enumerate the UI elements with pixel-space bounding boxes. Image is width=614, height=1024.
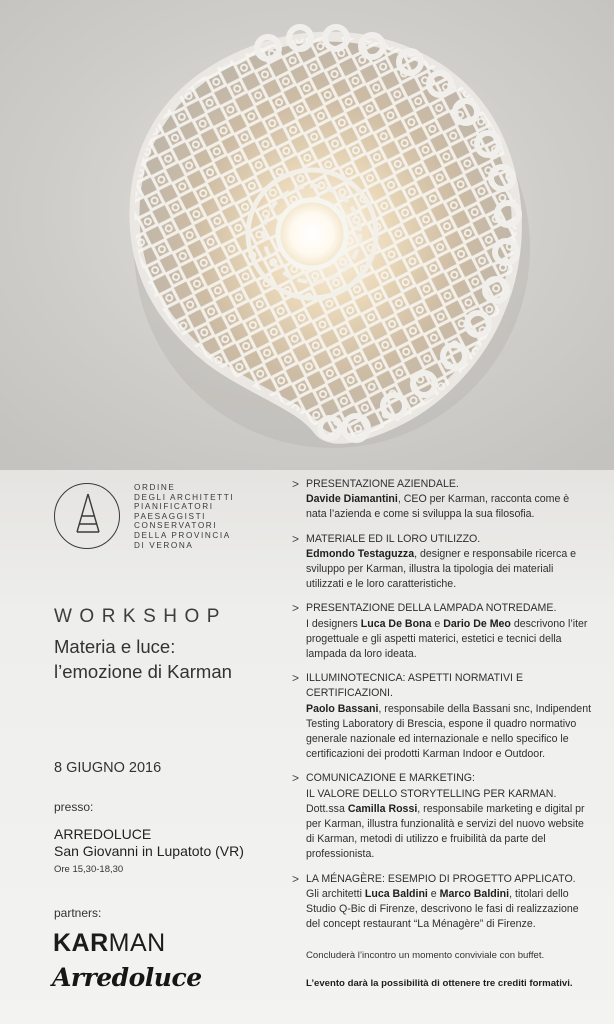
agenda-description xyxy=(306,492,592,522)
lamp-photo xyxy=(0,0,614,470)
agenda-item xyxy=(292,601,592,662)
chevron-right-icon: > xyxy=(292,771,300,786)
credits-note: L’evento darà la possibilità di ottenere tre crediti formativi. xyxy=(306,978,573,989)
agenda-description xyxy=(306,547,592,593)
agenda-prefix: I designers xyxy=(306,617,361,630)
agenda-item xyxy=(292,477,592,523)
agenda-heading: ILLUMINOTECNICA: ASPETTI NORMATIVI E CERTIFICAZIONI. xyxy=(306,672,524,700)
agenda-item xyxy=(292,532,592,593)
speaker-name-2: Marco Baldini xyxy=(439,887,510,900)
agenda-description xyxy=(306,702,592,763)
agenda-heading: PRESENTAZIONE DELLA LAMPADA NOTREDAME. xyxy=(306,602,557,615)
event-title xyxy=(54,634,274,684)
speaker-name: Paolo Bassani xyxy=(306,702,379,715)
chevron-right-icon: > xyxy=(292,601,300,616)
event-kind: WORKSHOP xyxy=(54,606,227,627)
agenda-text: , designer e responsabile ricerca e sviluppo per Karman, illustra la tipologia dei materiali utilizzati e le loro caratteristiche. xyxy=(306,547,577,591)
chevron-right-icon: > xyxy=(292,671,300,686)
karman-logo-rest: MAN xyxy=(108,929,166,957)
agenda-subheading: IL VALORE DELLO STORYTELLING PER KARMAN. xyxy=(306,787,557,800)
chevron-right-icon: > xyxy=(292,477,300,491)
speaker-name: Luca De Bona xyxy=(360,617,432,630)
venue xyxy=(54,826,244,860)
chevron-right-icon: > xyxy=(292,531,300,546)
agenda-heading: MATERIALE ED IL LORO UTILIZZO. xyxy=(306,532,481,545)
agenda-conjunction: e xyxy=(431,617,444,630)
org-line: ORDINE xyxy=(134,483,176,492)
speaker-name: Edmondo Testaguzza xyxy=(306,547,415,560)
agenda-description xyxy=(306,802,592,863)
karman-logo-bold: KAR xyxy=(53,929,109,957)
presso-label: presso: xyxy=(54,800,94,814)
event-date: 8 GIUGNO 2016 xyxy=(54,760,162,776)
venue-name: ARREDOLUCE xyxy=(54,826,152,842)
agenda-conjunction: e xyxy=(427,887,440,900)
agenda-description xyxy=(306,617,592,663)
agenda-list xyxy=(292,477,592,941)
title-line-2: l’emozione di Karman xyxy=(54,661,232,682)
org-line: CONSERVATORI xyxy=(134,521,218,531)
speaker-name: Davide Diamantini xyxy=(306,493,398,506)
agenda-text: , titolari dello Studio Q-Bic di Firenze, descrivono le fasi di realizzazione del concept restaurant “La Ménagère” di Firenze. xyxy=(306,887,579,931)
agenda-text: , responsabile della Bassani snc, Indipendent Testing Laboratory di Brescia, espone il quadro normativo generale nazionale ed internazionale e nello specifico le certificazioni dei prodotti Karman Indoor e Outdoor. xyxy=(306,702,592,761)
title-line-1: Materia e luce: xyxy=(54,636,176,657)
speaker-name: Camilla Rossi xyxy=(347,802,418,815)
agenda-text: , CEO per Karman, racconta come è nata l’azienda e come si sviluppa la sua filosofia. xyxy=(306,493,570,521)
arredoluce-logo: Arredoluce xyxy=(52,963,202,992)
agenda-description xyxy=(306,887,592,933)
org-line: DI VERONA xyxy=(134,540,194,550)
agenda-heading: COMUNICAZIONE E MARKETING: xyxy=(306,772,475,785)
architects-logo xyxy=(54,483,120,549)
organization-name xyxy=(134,483,234,550)
org-line: DEGLI ARCHITETTI xyxy=(134,492,235,502)
agenda-item xyxy=(292,671,592,762)
speaker-name-2: Dario De Meo xyxy=(443,617,511,630)
agenda-heading: PRESENTAZIONE AZIENDALE. xyxy=(306,478,459,490)
org-line: PIANIFICATORI xyxy=(134,502,214,512)
agenda-prefix: Gli architetti xyxy=(306,887,365,900)
agenda-heading: LA MÉNAGÈRE: ESEMPIO DI PROGETTO APPLICATO. xyxy=(306,872,576,885)
karman-logo xyxy=(53,929,166,958)
org-line: DELLA PROVINCIA xyxy=(134,530,231,540)
agenda-text: , responsabile marketing e digital pr per Karman, illustra funzionalità e servizi del nuovo website di Karman, metodi di utilizzo e fruibilità da parte del professionista. xyxy=(306,802,585,861)
agenda-item xyxy=(292,872,592,933)
agenda-item xyxy=(292,771,592,862)
event-hours: Ore 15,30-18,30 xyxy=(54,864,124,875)
chevron-right-icon: > xyxy=(292,871,300,886)
speaker-name: Luca Baldini xyxy=(364,887,428,900)
partners-label: partners: xyxy=(54,906,102,920)
agenda-text: descrivono l’iter progettuale e gli aspetti materici, estetici e tecnici della lampada da loro ideata. xyxy=(306,617,588,661)
venue-location: San Giovanni in Lupatoto (VR) xyxy=(54,843,244,859)
org-line: PAESAGGISTI xyxy=(134,511,207,521)
agenda-prefix: Dott.ssa xyxy=(306,802,348,815)
closing-note: Concluderà l’incontro un momento conviviale con buffet. xyxy=(306,950,545,961)
